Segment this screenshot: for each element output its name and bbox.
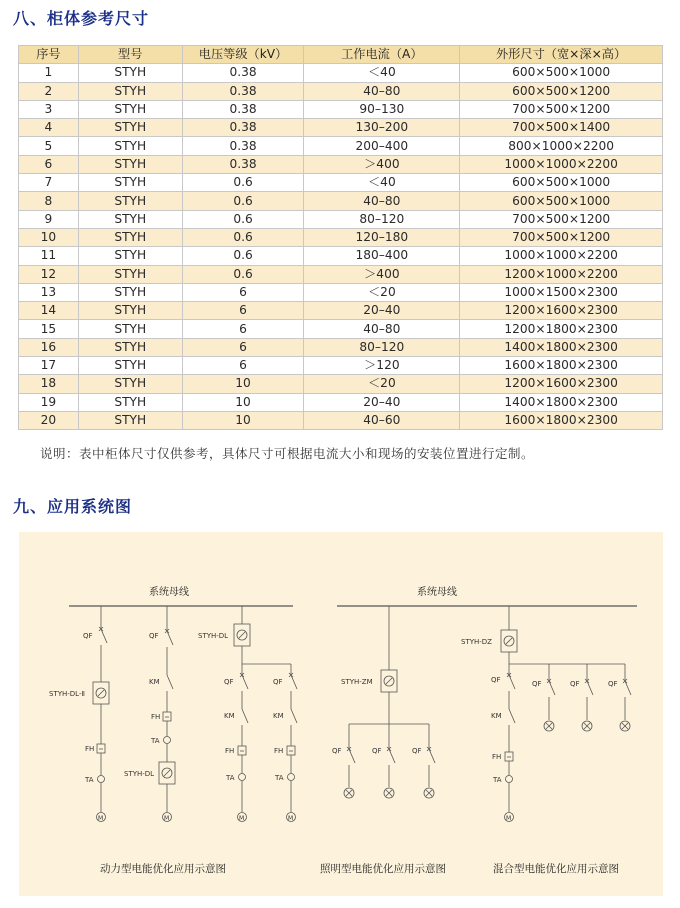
table-cell: 600×500×1000 bbox=[460, 192, 663, 210]
table-cell: 0.6 bbox=[182, 228, 304, 246]
diagram-label: TA bbox=[151, 737, 160, 745]
table-cell: 1200×1800×2300 bbox=[460, 320, 663, 338]
table-cell: 80–120 bbox=[304, 338, 460, 356]
section-title-application-diagram: 九、应用系统图 bbox=[13, 497, 133, 516]
table-cell: ＜20 bbox=[304, 375, 460, 393]
table-row bbox=[19, 393, 663, 411]
table-cell: STYH bbox=[78, 228, 182, 246]
table-cell: 8 bbox=[19, 192, 79, 210]
table-row bbox=[19, 210, 663, 228]
table-cell: 6 bbox=[19, 155, 79, 173]
table-cell: 700×500×1200 bbox=[460, 100, 663, 118]
diagram-label: TA bbox=[493, 776, 502, 784]
table-cell: 0.6 bbox=[182, 247, 304, 265]
table-row bbox=[19, 265, 663, 283]
section-title-cabinet-dimensions: 八、柜体参考尺寸 bbox=[13, 9, 150, 28]
table-cell: ＞120 bbox=[304, 357, 460, 375]
table-cell: 20 bbox=[19, 411, 79, 429]
table-cell: STYH bbox=[78, 357, 182, 375]
diagram-label: FH bbox=[151, 713, 161, 721]
table-cell: 40–60 bbox=[304, 411, 460, 429]
diagram-label: KM bbox=[149, 678, 160, 686]
table-cell: 200–400 bbox=[304, 137, 460, 155]
table-cell: 0.6 bbox=[182, 210, 304, 228]
caption-mixed: 混合型电能优化应用示意图 bbox=[493, 863, 619, 875]
diagram-label: QF bbox=[149, 632, 159, 640]
table-cell: 700×500×1200 bbox=[460, 210, 663, 228]
table-row bbox=[19, 247, 663, 265]
table-row bbox=[19, 192, 663, 210]
table-row bbox=[19, 338, 663, 356]
table-cell: 1200×1600×2300 bbox=[460, 375, 663, 393]
table-cell: 40–80 bbox=[304, 82, 460, 100]
table-cell: STYH bbox=[78, 192, 182, 210]
table-row bbox=[19, 119, 663, 137]
diagram-label: QF bbox=[273, 678, 283, 686]
table-row bbox=[19, 82, 663, 100]
table-cell: 0.38 bbox=[182, 155, 304, 173]
table-cell: 800×1000×2200 bbox=[460, 137, 663, 155]
diagram-label: STYH-DL bbox=[198, 632, 229, 640]
table-header-row bbox=[19, 46, 663, 64]
diagram-label: FH bbox=[492, 753, 502, 761]
table-row bbox=[19, 100, 663, 118]
table-cell: 80–120 bbox=[304, 210, 460, 228]
bus-label-power: 系统母线 bbox=[149, 587, 189, 598]
table-row bbox=[19, 320, 663, 338]
table-cell: 7 bbox=[19, 174, 79, 192]
table-cell: 3 bbox=[19, 100, 79, 118]
table-cell: 4 bbox=[19, 119, 79, 137]
table-cell: 6 bbox=[182, 357, 304, 375]
table-cell: STYH bbox=[78, 155, 182, 173]
table-cell: 0.6 bbox=[182, 174, 304, 192]
caption-power: 动力型电能优化应用示意图 bbox=[100, 863, 226, 875]
table-cell: 14 bbox=[19, 302, 79, 320]
table-cell: 12 bbox=[19, 265, 79, 283]
table-cell: 6 bbox=[182, 338, 304, 356]
table-cell: 600×500×1000 bbox=[460, 64, 663, 82]
table-row bbox=[19, 228, 663, 246]
table-cell: 20–40 bbox=[304, 302, 460, 320]
bus-label-lighting: 系统母线 bbox=[417, 587, 457, 598]
diagram-label: STYH-ZM bbox=[341, 678, 373, 686]
table-cell: 1000×1000×2200 bbox=[460, 155, 663, 173]
table-cell: STYH bbox=[78, 100, 182, 118]
table-row bbox=[19, 155, 663, 173]
table-cell: STYH bbox=[78, 302, 182, 320]
table-cell: 1400×1800×2300 bbox=[460, 393, 663, 411]
table-cell: 6 bbox=[182, 320, 304, 338]
table-cell: STYH bbox=[78, 210, 182, 228]
table-cell: 120–180 bbox=[304, 228, 460, 246]
table-cell: STYH bbox=[78, 411, 182, 429]
diagram-label: QF bbox=[412, 747, 422, 755]
table-cell: 10 bbox=[182, 411, 304, 429]
table-row bbox=[19, 375, 663, 393]
table-cell: 130–200 bbox=[304, 119, 460, 137]
table-cell: 700×500×1400 bbox=[460, 119, 663, 137]
table-cell: 180–400 bbox=[304, 247, 460, 265]
table-cell: 20–40 bbox=[304, 393, 460, 411]
table-cell: 16 bbox=[19, 338, 79, 356]
table-cell: ＜40 bbox=[304, 64, 460, 82]
diagram-label: KM bbox=[273, 712, 284, 720]
diagram-label: FH bbox=[225, 747, 235, 755]
table-cell: 1200×1600×2300 bbox=[460, 302, 663, 320]
system-diagrams bbox=[19, 532, 663, 896]
diagram-label: M bbox=[164, 815, 170, 822]
table-cell: STYH bbox=[78, 64, 182, 82]
table-cell: STYH bbox=[78, 320, 182, 338]
table-cell: 2 bbox=[19, 82, 79, 100]
table-cell: STYH bbox=[78, 283, 182, 301]
application-diagram-panel bbox=[19, 532, 663, 896]
table-cell: 9 bbox=[19, 210, 79, 228]
diagram-label: QF bbox=[491, 676, 501, 684]
column-header: 型号 bbox=[78, 46, 182, 64]
table-cell: 0.6 bbox=[182, 192, 304, 210]
table-cell: 18 bbox=[19, 375, 79, 393]
table-cell: 0.38 bbox=[182, 64, 304, 82]
table-cell: ＞400 bbox=[304, 265, 460, 283]
table-cell: 1400×1800×2300 bbox=[460, 338, 663, 356]
diagram-label: M bbox=[288, 815, 294, 822]
table-cell: STYH bbox=[78, 82, 182, 100]
table-body bbox=[19, 64, 663, 430]
table-cell: 17 bbox=[19, 357, 79, 375]
table-cell: 0.38 bbox=[182, 137, 304, 155]
table-cell: 11 bbox=[19, 247, 79, 265]
table-row bbox=[19, 357, 663, 375]
table-cell: ＜20 bbox=[304, 283, 460, 301]
label-qf: QF bbox=[83, 632, 93, 640]
table-cell: 1600×1800×2300 bbox=[460, 357, 663, 375]
diagram-label: M bbox=[98, 815, 104, 822]
diagram-label: TA bbox=[226, 774, 235, 782]
table-cell: 40–80 bbox=[304, 320, 460, 338]
diagram-label: M bbox=[239, 815, 245, 822]
table-cell: 15 bbox=[19, 320, 79, 338]
diagram-label: QF bbox=[570, 680, 580, 688]
diagram-label: QF bbox=[332, 747, 342, 755]
table-cell: STYH bbox=[78, 174, 182, 192]
diagram-label: STYH-DL bbox=[124, 770, 155, 778]
diagram-label: QF bbox=[532, 680, 542, 688]
table-cell: STYH bbox=[78, 265, 182, 283]
table-cell: 1000×1500×2300 bbox=[460, 283, 663, 301]
table-cell: STYH bbox=[78, 338, 182, 356]
table-row bbox=[19, 137, 663, 155]
mixed-diagram bbox=[461, 606, 631, 822]
table-cell: 90–130 bbox=[304, 100, 460, 118]
table-cell: 1 bbox=[19, 64, 79, 82]
diagram-label: KM bbox=[224, 712, 235, 720]
table-cell: 0.38 bbox=[182, 100, 304, 118]
diagram-label: QF bbox=[372, 747, 382, 755]
table-cell: ＞400 bbox=[304, 155, 460, 173]
table-cell: STYH bbox=[78, 119, 182, 137]
table-cell: 10 bbox=[19, 228, 79, 246]
table-cell: 600×500×1000 bbox=[460, 174, 663, 192]
table-cell: 0.38 bbox=[182, 119, 304, 137]
table-cell: 10 bbox=[182, 375, 304, 393]
table-cell: ＜40 bbox=[304, 174, 460, 192]
column-header: 序号 bbox=[19, 46, 79, 64]
table-cell: STYH bbox=[78, 247, 182, 265]
table-cell: 5 bbox=[19, 137, 79, 155]
diagram-label: M bbox=[506, 815, 512, 822]
table-cell: 10 bbox=[182, 393, 304, 411]
table-cell: 1000×1000×2200 bbox=[460, 247, 663, 265]
table-cell: 6 bbox=[182, 302, 304, 320]
table-cell: 6 bbox=[182, 283, 304, 301]
table-cell: 13 bbox=[19, 283, 79, 301]
table-row bbox=[19, 64, 663, 82]
diagram-label: QF bbox=[224, 678, 234, 686]
diagram-label: STYH-DZ bbox=[461, 638, 492, 646]
label-styh-dl-ii: STYH-DL-Ⅱ bbox=[49, 690, 85, 698]
caption-lighting: 照明型电能优化应用示意图 bbox=[320, 863, 446, 875]
table-cell: 700×500×1200 bbox=[460, 228, 663, 246]
column-header: 外形尺寸（宽×深×高） bbox=[460, 46, 663, 64]
table-row bbox=[19, 302, 663, 320]
column-header: 工作电流（A） bbox=[304, 46, 460, 64]
table-cell: 0.38 bbox=[182, 82, 304, 100]
table-cell: 1600×1800×2300 bbox=[460, 411, 663, 429]
diagram-label: TA bbox=[275, 774, 284, 782]
table-cell: 19 bbox=[19, 393, 79, 411]
table-note: 说明：表中柜体尺寸仅供参考，具体尺寸可根据电流大小和现场的安装位置进行定制。 bbox=[40, 446, 535, 461]
table-cell: 600×500×1200 bbox=[460, 82, 663, 100]
power-diagram bbox=[49, 585, 297, 822]
diagram-label: KM bbox=[491, 712, 502, 720]
table-row bbox=[19, 174, 663, 192]
column-header: 电压等级（kV） bbox=[182, 46, 304, 64]
diagram-label: TA bbox=[85, 776, 94, 784]
table-row bbox=[19, 283, 663, 301]
table-cell: STYH bbox=[78, 137, 182, 155]
table-cell: 40–80 bbox=[304, 192, 460, 210]
diagram-label: FH bbox=[85, 745, 95, 753]
table-row bbox=[19, 411, 663, 429]
table-cell: STYH bbox=[78, 375, 182, 393]
table-cell: STYH bbox=[78, 393, 182, 411]
table-cell: 0.6 bbox=[182, 265, 304, 283]
table-cell: 1200×1000×2200 bbox=[460, 265, 663, 283]
diagram-label: QF bbox=[608, 680, 618, 688]
cabinet-dimension-table bbox=[18, 45, 663, 430]
diagram-label: FH bbox=[274, 747, 284, 755]
